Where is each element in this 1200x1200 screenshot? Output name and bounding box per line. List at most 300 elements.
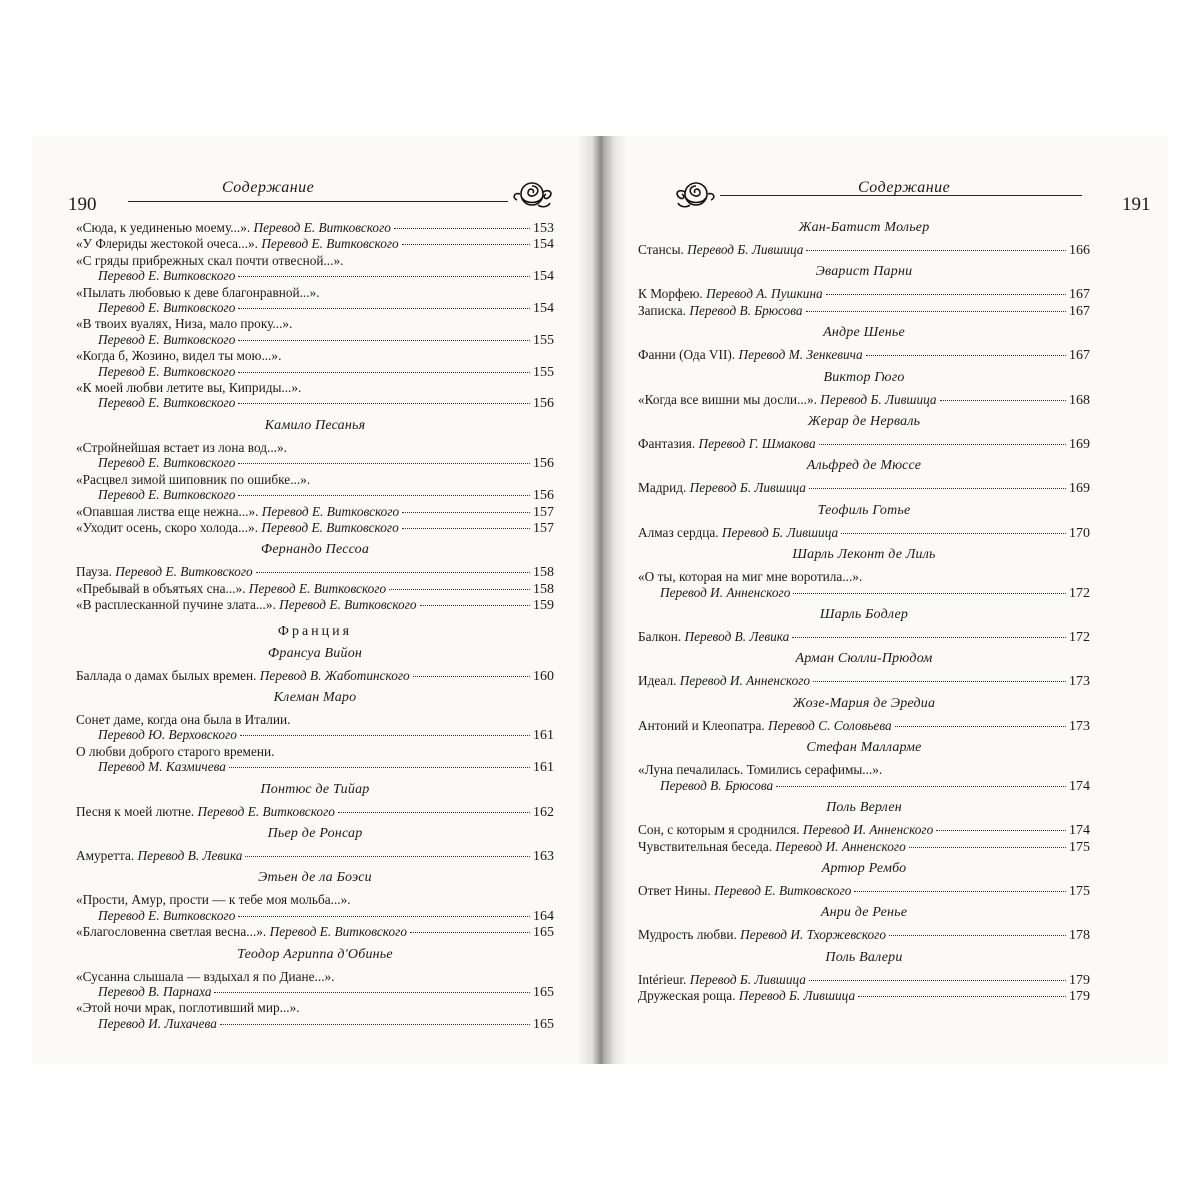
translator-credit: Перевод Е. Витковского: [250, 220, 391, 235]
poem-title: Чувствительная беседа.: [638, 838, 773, 854]
entry-text: [98, 984, 211, 999]
country-heading: Франция: [277, 623, 353, 639]
poem-title: «Пребывай в объятьях сна...».: [76, 580, 246, 596]
entry-text: [76, 969, 335, 984]
toc-line: [76, 668, 554, 684]
dot-leader: [826, 294, 1066, 295]
translator-credit: Перевод Е. Витковского: [258, 503, 400, 519]
poem-title: Баллада о дамах былых времен.: [76, 667, 257, 683]
dot-leader: [413, 676, 530, 677]
page-ref: 167: [1069, 348, 1090, 364]
toc-line: [76, 487, 554, 503]
toc-section: [638, 370, 1090, 408]
page-ref: 172: [1069, 630, 1090, 646]
author-heading: Виктор Гюго: [823, 369, 905, 385]
toc-entry: [76, 581, 554, 597]
page-ref: 165: [533, 925, 554, 941]
toc-line: [76, 892, 554, 907]
toc-entry: [76, 744, 554, 776]
poem-title: «Уходит осень, скоро холода...».: [76, 519, 259, 535]
translator-credit: Перевод Е. Витковского: [98, 395, 236, 411]
left-page: [32, 136, 600, 1064]
translator-credit: Перевод Е. Витковского: [245, 580, 387, 596]
dot-leader: [936, 830, 1066, 831]
toc-section: [76, 947, 554, 1033]
toc-line: [76, 908, 554, 924]
toc-entry: [76, 848, 554, 864]
dot-leader: [245, 856, 530, 857]
entry-text: [76, 564, 253, 579]
translator-credit: Перевод Е. Витковского: [98, 455, 236, 471]
toc-entry: [638, 286, 1090, 302]
toc-entry: [638, 718, 1090, 734]
dot-leader: [238, 372, 530, 373]
toc-entry: [638, 303, 1090, 319]
entry-text: [76, 380, 301, 395]
page-ref: 161: [533, 728, 554, 744]
dot-leader: [214, 992, 530, 993]
poem-title: «У Флериды жестокой очеса...».: [76, 236, 258, 252]
entry-text: [638, 718, 892, 733]
translator-credit: Перевод Е. Витковского: [258, 519, 399, 535]
toc-line: [638, 718, 1090, 734]
poem-title: Ответ Нины.: [638, 882, 711, 898]
author-heading: Арман Сюлли-Прюдом: [795, 651, 933, 667]
dot-leader: [238, 340, 530, 341]
toc-entry: [638, 883, 1090, 899]
author-heading: Анри де Ренье: [820, 905, 908, 921]
entry-text: [98, 455, 235, 470]
translator-credit: Перевод М. Зенкевича: [735, 347, 863, 363]
toc-line: [638, 673, 1090, 689]
poem-title: «Этой ночи мрак, поглотивший мир...».: [76, 1000, 300, 1016]
translator-credit: Перевод И. Анненского: [799, 822, 934, 838]
toc-entry: [76, 668, 554, 684]
poem-title: «Стройнейшая встает из лона вод...».: [76, 439, 287, 455]
entry-text: [660, 778, 773, 793]
toc-line: [638, 436, 1090, 452]
entry-text: [76, 744, 274, 759]
page-ref: 156: [533, 396, 554, 412]
toc-entry: [638, 629, 1090, 645]
rose-ornament-icon: [508, 180, 558, 210]
poem-title: Идеал.: [638, 673, 677, 689]
dot-leader: [394, 228, 530, 229]
page-ref: 173: [1069, 674, 1090, 690]
page-ref: 156: [533, 488, 554, 504]
entry-text: [638, 822, 933, 837]
author-heading: Франсуа Вийон: [267, 645, 363, 661]
toc-entry: [76, 380, 554, 412]
translator-credit: Перевод Б. Лившица: [718, 524, 839, 540]
toc-section: [638, 547, 1090, 601]
translator-credit: Перевод Е. Витковского: [194, 803, 335, 819]
toc-entry: [76, 316, 554, 348]
author-heading: Теофиль Готье: [817, 502, 911, 518]
toc-entry: [638, 673, 1090, 689]
toc-line: [638, 347, 1090, 363]
translator-credit: Перевод С. Соловьева: [764, 717, 892, 733]
toc-section: [638, 950, 1090, 1005]
toc-entry: [76, 597, 554, 613]
toc-entry: [638, 436, 1090, 452]
dot-leader: [889, 935, 1066, 936]
toc-section: [638, 651, 1090, 689]
entry-text: [76, 581, 386, 596]
toc-section: [638, 905, 1090, 943]
poem-title: Фанни (Ода VII).: [638, 347, 736, 363]
poem-title: Амуретта.: [76, 847, 135, 863]
entry-text: [638, 525, 838, 540]
page-ref: 156: [533, 456, 554, 472]
toc-section: [76, 418, 554, 536]
poem-title: Песня к моей лютне.: [76, 803, 195, 819]
translator-credit: Перевод Е. Витковского: [275, 597, 417, 613]
page-ref: 172: [1069, 585, 1090, 601]
entry-text: [638, 762, 882, 777]
toc-line: [76, 520, 554, 536]
translator-credit: Перевод Е. Витковского: [98, 331, 236, 347]
toc-line: [76, 220, 554, 236]
translator-credit: Перевод Е. Витковского: [98, 268, 236, 284]
translator-credit: Перевод И. Анненского: [676, 673, 811, 689]
poem-title: О любви доброго старого времени.: [76, 743, 275, 759]
dot-leader: [238, 403, 530, 404]
translator-credit: Перевод Е. Витковского: [98, 300, 236, 316]
author-heading: Камило Песанья: [264, 417, 366, 433]
poem-title: «В твоих вуалях, Низа, мало проку...».: [76, 316, 293, 332]
translator-credit: Перевод И. Тхоржевского: [736, 927, 887, 943]
translator-credit: Перевод Е. Витковского: [710, 882, 852, 898]
dot-leader: [793, 593, 1066, 594]
toc-entry: [76, 520, 554, 536]
poem-title: Сонет даме, когда она была в Италии.: [76, 711, 291, 727]
dot-leader: [854, 891, 1066, 892]
toc-line: [638, 778, 1090, 794]
poem-title: «Когда все вишни мы досли...».: [638, 391, 817, 407]
entry-text: [76, 440, 287, 455]
translator-credit: Перевод А. Пушкина: [702, 286, 823, 302]
toc-line: [76, 712, 554, 727]
page-ref: 179: [1069, 989, 1090, 1005]
translator-credit: Перевод Б. Лившица: [816, 391, 937, 407]
toc-line: [76, 804, 554, 820]
toc-entry: [638, 480, 1090, 496]
toc-entry: [76, 348, 554, 380]
toc-entry: [638, 242, 1090, 258]
dot-leader: [809, 980, 1066, 981]
dot-leader: [240, 735, 530, 736]
entry-text: [638, 347, 863, 362]
author-heading: Понтюс де Тийар: [260, 781, 370, 797]
poem-title: Intérieur.: [638, 971, 687, 987]
dot-leader: [238, 276, 530, 277]
page-ref: 154: [533, 301, 554, 317]
dot-leader: [806, 311, 1066, 312]
page-ref: 167: [1069, 287, 1090, 303]
author-heading: Теодор Агриппа д'Обинье: [237, 946, 393, 962]
page-ref: 158: [533, 581, 554, 597]
poem-title: Стансы.: [638, 242, 684, 257]
toc-section: [638, 607, 1090, 645]
page-ref: 175: [1069, 883, 1090, 899]
poem-title: «Благословенна светлая весна...».: [76, 924, 267, 940]
dot-leader: [256, 572, 530, 573]
poem-title: «С гряды прибрежных скал почти отвесной...».: [76, 252, 344, 268]
translator-credit: Перевод Б. Лившица: [686, 971, 806, 987]
toc-line: [76, 455, 554, 471]
page-ref: 162: [533, 804, 554, 820]
toc-section: [76, 826, 554, 864]
toc-line: [76, 564, 554, 580]
toc-entry: [76, 472, 554, 504]
entry-text: [98, 395, 235, 410]
poem-title: Сон, с которым я сроднился.: [638, 822, 800, 838]
dot-leader: [238, 916, 530, 917]
book-gutter: [577, 136, 627, 1064]
entry-text: [660, 585, 790, 600]
toc-section: [638, 800, 1090, 855]
rose-ornament-icon: [670, 180, 720, 210]
dot-leader: [895, 726, 1066, 727]
toc-section: [76, 220, 554, 412]
page-ref: 168: [1069, 392, 1090, 408]
page-ref: 170: [1069, 525, 1090, 541]
dot-leader: [841, 533, 1066, 534]
toc-section: [638, 264, 1090, 319]
entry-text: [76, 472, 310, 487]
page-ref: 173: [1069, 718, 1090, 734]
translator-credit: Перевод В. Парнаха: [98, 984, 212, 999]
toc-line: [76, 332, 554, 348]
poem-title: «Опавшая листва еще нежна...».: [76, 503, 259, 519]
right-page: [600, 136, 1168, 1064]
poem-title: Фантазия.: [638, 436, 696, 452]
page-ref: 155: [533, 332, 554, 348]
page-ref: 154: [533, 237, 554, 253]
toc-entry: [638, 988, 1090, 1004]
translator-credit: Перевод Г. Шмакова: [695, 436, 816, 452]
toc-line: [638, 822, 1090, 838]
poem-title: К Морфею.: [638, 286, 703, 302]
translator-credit: Перевод В. Брюсова: [660, 777, 774, 793]
toc-section: [76, 542, 554, 613]
toc-line: [638, 839, 1090, 855]
dot-leader: [238, 308, 530, 309]
entry-text: [98, 332, 235, 347]
entry-text: [98, 908, 235, 923]
toc-line: [76, 440, 554, 455]
toc-section: [76, 690, 554, 776]
poem-title: Балкон.: [638, 629, 682, 645]
header-rule: [128, 201, 508, 202]
author-heading: Клеман Маро: [273, 689, 357, 705]
page-ref: 163: [533, 848, 554, 864]
entry-text: [76, 892, 351, 907]
entry-text: [76, 520, 399, 535]
entry-text: [98, 1016, 217, 1031]
poem-title: Мадрид.: [638, 480, 687, 496]
translator-credit: Перевод Е. Витковского: [98, 363, 236, 379]
toc-line: [76, 504, 554, 520]
toc-line: [638, 286, 1090, 302]
toc-line: [76, 316, 554, 331]
toc-line: [76, 253, 554, 268]
toc-line: [76, 268, 554, 284]
toc-line: [638, 762, 1090, 777]
toc-section: [638, 325, 1090, 363]
page-ref: 158: [533, 565, 554, 581]
page-ref: 161: [533, 760, 554, 776]
page-number: 190: [68, 194, 97, 215]
poem-title: «К моей любви летите вы, Киприды...».: [76, 380, 302, 396]
page-ref: 166: [1069, 243, 1090, 258]
entry-text: [638, 883, 851, 898]
toc-entry: [638, 822, 1090, 838]
entry-text: [638, 436, 816, 451]
poem-title: «Луна печалилась. Томились серафимы...».: [638, 762, 883, 778]
author-heading: Жерар де Нерваль: [807, 414, 921, 430]
toc-line: [76, 348, 554, 363]
page-ref: 165: [533, 985, 554, 1000]
entry-text: [638, 242, 803, 257]
poem-title: «Прости, Амур, прости — к тебе моя мольба...».: [76, 892, 351, 908]
page-ref: 179: [1069, 972, 1090, 988]
poem-title: Мудрость любви.: [638, 927, 737, 943]
translator-credit: Перевод В. Брюсова: [686, 302, 803, 318]
poem-title: Записка.: [638, 302, 687, 318]
author-heading: Альфред де Мюссе: [806, 458, 922, 474]
toc-entry: [638, 839, 1090, 855]
poem-title: «Пылать любовью к деве благонравной...».: [76, 284, 320, 300]
page-ref: 157: [533, 504, 554, 520]
dot-leader: [792, 637, 1066, 638]
author-heading: Шарль Бодлер: [819, 607, 909, 623]
toc-entry: [76, 220, 554, 236]
entry-text: [76, 253, 343, 268]
translator-credit: Перевод Е. Витковского: [266, 924, 407, 940]
entry-text: [76, 848, 242, 863]
entry-text: [76, 316, 292, 331]
toc-section: [638, 414, 1090, 452]
page-ref: 167: [1069, 303, 1090, 319]
translator-credit: Перевод М. Казмичева: [98, 759, 226, 775]
header-rule: [720, 195, 1082, 196]
toc-line: [76, 727, 554, 743]
entry-text: [638, 839, 906, 854]
toc-line: [76, 597, 554, 613]
toc-section: [638, 220, 1090, 258]
toc-line: [638, 242, 1090, 258]
author-heading: Фернандо Пессоа: [260, 542, 370, 558]
entry-text: [76, 1000, 300, 1015]
entry-text: [98, 487, 235, 502]
page-ref: 160: [533, 668, 554, 684]
dot-leader: [238, 463, 530, 464]
author-heading: Поль Верлен: [826, 800, 902, 816]
toc-line: [76, 364, 554, 380]
page-ref: 169: [1069, 481, 1090, 497]
poem-title: Антоний и Клеопатра.: [638, 717, 765, 733]
translator-credit: Перевод Б. Лившица: [686, 480, 806, 496]
dot-leader: [389, 589, 530, 590]
toc-line: [638, 303, 1090, 319]
entry-text: [638, 972, 806, 987]
page-ref: 159: [533, 598, 554, 614]
toc-entry: [76, 892, 554, 924]
dot-leader: [813, 681, 1066, 682]
dot-leader: [806, 250, 1066, 251]
entry-text: [76, 712, 290, 727]
toc-entry: [76, 712, 554, 744]
translator-credit: Перевод И. Лихачева: [98, 1015, 217, 1031]
translator-credit: Перевод Е. Витковского: [98, 907, 236, 923]
entry-text: [638, 480, 806, 495]
toc-section: [638, 503, 1090, 541]
author-heading: Артюр Рембо: [821, 860, 907, 876]
translator-credit: Перевод В. Левика: [134, 847, 243, 863]
author-heading: Пьер де Ронсар: [267, 825, 363, 841]
poem-title: «В расплесканной пучине злата...».: [76, 597, 276, 613]
dot-leader: [402, 512, 530, 513]
author-heading: Жозе-Мария де Эредиа: [792, 695, 936, 711]
entry-text: [76, 597, 417, 612]
toc-line: [638, 525, 1090, 541]
poem-title: «Когда б, Жозино, видел ты мою...».: [76, 348, 282, 364]
toc-entry: [638, 347, 1090, 363]
entry-text: [76, 220, 391, 235]
poem-title: «Сюда, к уединенью моему...».: [76, 220, 251, 235]
toc-entry: [76, 285, 554, 317]
entry-text: [638, 569, 862, 584]
toc-section: [76, 624, 554, 684]
dot-leader: [229, 767, 530, 768]
running-head: Содержание: [222, 179, 315, 196]
toc-line: [76, 969, 554, 984]
translator-credit: Перевод Е. Витковского: [111, 564, 253, 580]
toc-entry: [638, 927, 1090, 943]
dot-leader: [402, 244, 530, 245]
toc-line: [638, 480, 1090, 496]
author-heading: Этьен де ла Боэси: [258, 870, 372, 886]
toc-line: [76, 848, 554, 864]
entry-text: [638, 286, 823, 301]
dot-leader: [909, 847, 1066, 848]
page-ref: 178: [1069, 928, 1090, 944]
toc-line: [638, 927, 1090, 943]
toc-entry: [76, 924, 554, 940]
page-ref: 164: [533, 908, 554, 924]
dot-leader: [776, 786, 1066, 787]
toc-section: [76, 870, 554, 940]
toc-entry: [76, 564, 554, 580]
poem-title: Дружеская роща.: [638, 988, 736, 1004]
entry-text: [76, 668, 410, 683]
dot-leader: [420, 605, 530, 606]
toc-line: [76, 1000, 554, 1015]
entry-text: [76, 236, 399, 251]
page-ref: 174: [1069, 823, 1090, 839]
translator-credit: Перевод В. Жаботинского: [256, 667, 410, 683]
page-ref: 157: [533, 520, 554, 536]
poem-title: «Сусанна слышала — вздыхал я по Диане...».: [76, 968, 335, 984]
toc-entry: [76, 1000, 554, 1032]
toc-line: [76, 984, 554, 1000]
toc-line: [76, 924, 554, 940]
translator-credit: Перевод И. Анненского: [660, 584, 791, 600]
dot-leader: [940, 400, 1066, 401]
toc-line: [638, 883, 1090, 899]
